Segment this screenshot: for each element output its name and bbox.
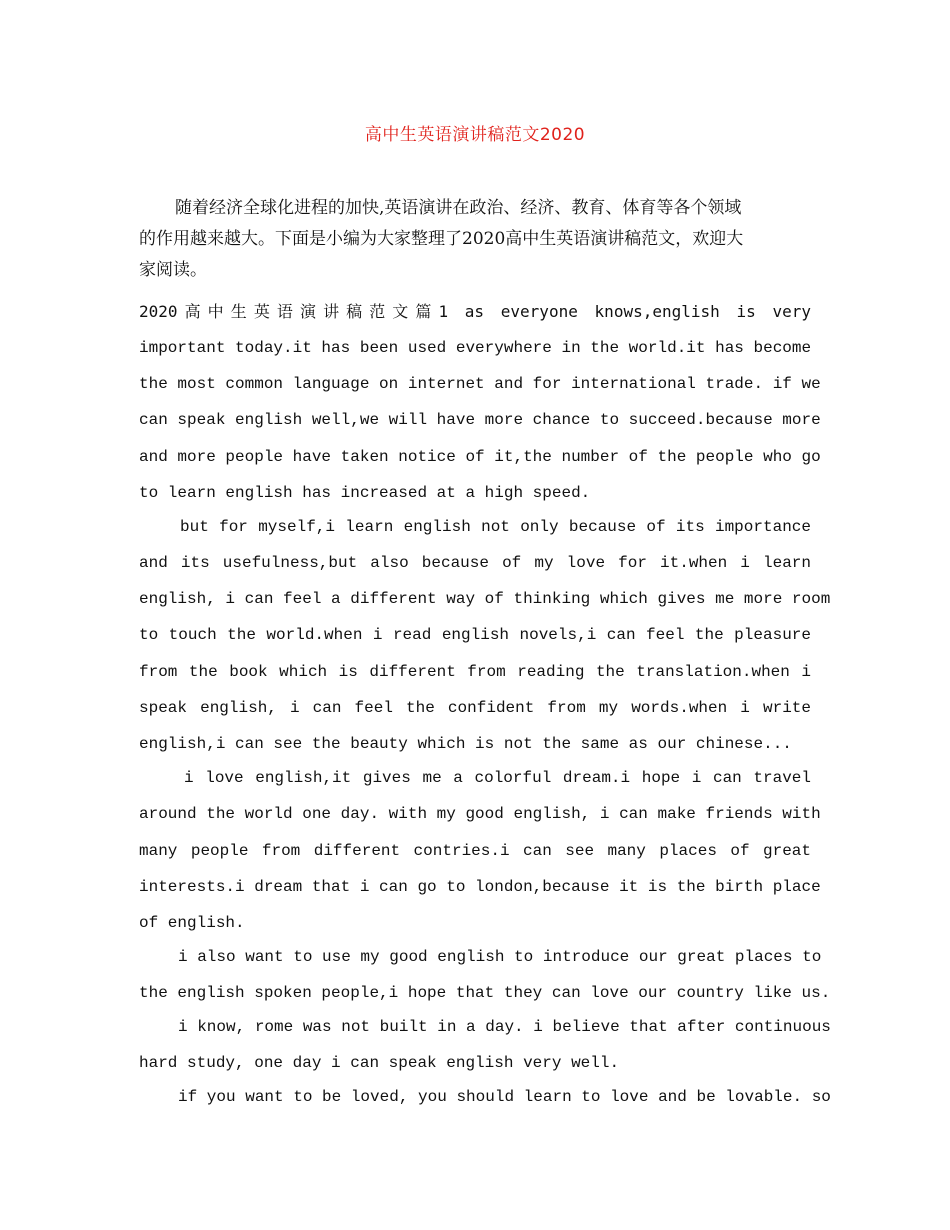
page-title: 高中生英语演讲稿范文2020: [364, 125, 586, 145]
intro-line: 家阅读。: [139, 260, 207, 280]
body-line: i love english,it gives me a colorful dream.i hope i can travel: [184, 769, 811, 787]
body-line: many people from different contries.i can see many places of great: [139, 842, 811, 860]
body-line: but for myself,i learn english not only because of its importance: [180, 518, 811, 536]
body-line: hard study, one day i can speak english very well.: [139, 1054, 620, 1072]
body-line: speak english, i can feel the confident from my words.when i write: [139, 699, 811, 717]
body-line: english, i can feel a different way of thinking which gives me more room: [139, 590, 831, 608]
body-line: english,i can see the beauty which is not the same as our chinese...: [139, 735, 792, 753]
body-line: i also want to use my good english to introduce our great places to: [178, 948, 822, 966]
intro-line: 随着经济全球化进程的加快,英语演讲在政治、经济、教育、体育等各个领域: [175, 198, 742, 218]
body-line: the english spoken people,i hope that they can love our country like us.: [139, 984, 831, 1002]
body-line: i know, rome was not built in a day. i believe that after continuous: [178, 1018, 831, 1036]
body-line: the most common language on internet and for international trade. if we: [139, 375, 821, 393]
section-heading-line: 2020高中生英语演讲稿范文篇1 as everyone knows,english is very: [139, 302, 811, 321]
intro-line: 的作用越来越大。下面是小编为大家整理了2020高中生英语演讲稿范文，欢迎大: [139, 229, 744, 249]
body-line: to learn english has increased at a high speed.: [139, 484, 591, 502]
body-line: if you want to be loved, you should learn to love and be lovable. so: [178, 1088, 831, 1106]
body-line: and its usefulness,but also because of my love for it.when i learn: [139, 554, 811, 572]
body-line: of english.: [139, 914, 245, 932]
intro-paragraph: [139, 193, 811, 286]
body-line: around the world one day. with my good english, i can make friends with: [139, 805, 821, 823]
body-line: interests.i dream that i can go to london,because it is the birth place: [139, 878, 821, 896]
body-line: important today.it has been used everywhere in the world.it has become: [139, 339, 812, 357]
body-line: from the book which is different from reading the translation.when i: [139, 663, 811, 681]
body-line: and more people have taken notice of it,the number of the people who go: [139, 448, 821, 466]
body-line: can speak english well,we will have more chance to succeed.because more: [139, 411, 821, 429]
body-line: to touch the world.when i read english novels,i can feel the pleasure: [139, 626, 811, 644]
